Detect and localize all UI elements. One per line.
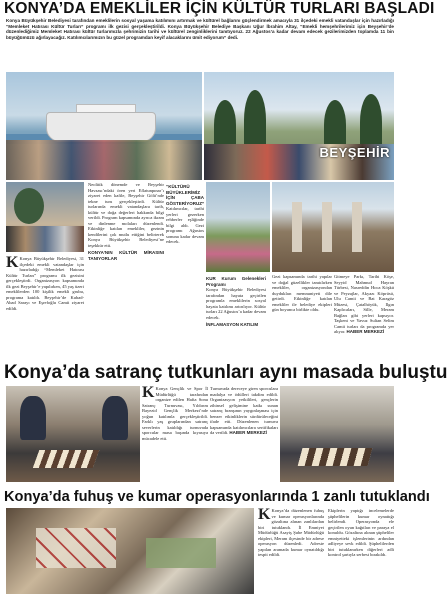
article1-column-5 [272,274,332,360]
article1-subheading-1: KONYA’NIN KÜLTÜR MİRASINI TANIYORLAR [88,250,164,261]
article3-column-1-text: Konya’da düzenlenen fuhuş ve kumar operasyonlarında gözaltına alınan zanlılardan biri tutuklandı. İl Emniyet Müdürlüğü Asayiş Şube Müdürlüğü ekipleri, Meram ilçesinde bir adrese operasyon düzenledi. Adreste yapılan aramada kumar oynatıldığı tespit edildi. [258,508,324,557]
article1-subheading-4: İNFLAMASYON KATILIM [206,322,259,327]
article3-headline: Konya’da fuhuş ve kumar operasyonlarında 1 zanlı tutuklandı [4,489,430,505]
article1-column-5-text: Gezi kapsamında tarihi yapılar ve doğal güzellikler tanıtılırken emekliler, organizasyondan duydukları memnuniyeti dile getirdi. Etkinliğe katılan emekliler ile belediye ekipleri gün boyunca birlikte oldu. [272,274,332,312]
article2-signature: HABER MERKEZİ [229,430,267,435]
article1-signature: HABER MERKEZİ [346,329,385,334]
mosque-visit-photo [272,182,394,272]
article1-column-2 [88,182,164,360]
article2-column-1: K Konya Gençlik ve Spor İl Müdürlüğü tarafından organize edilen Hafta Sonu Satranç Turnuvası, Yıldırım Bayezid Gençlik Merkezi’nde yoğun katılımla gerçekleştirildi. Farklı yaş gruplarından satranç severlerin katıldığı turnuvada sporcular masa başında kıyasıya mücadele etti. [142,384,208,441]
seized-items-photo [6,508,254,594]
article1-subheading-2: “KÜLTÜRÜ BÜYÜKLERİMİZ İÇİN ÇABA GÖSTERİYORUZ” [166,184,205,206]
article1-column-3 [166,182,204,360]
article1-column-6 [334,274,394,360]
article2-column-2 [210,386,278,482]
article1-headline: KONYA’DA EMEKLİLER İÇİN KÜLTÜR TURLARI BAŞLADI [4,0,435,17]
article1-column-2-text: Neolitik dönemde ve Beyşehir Havzası’ndaki ören yeri Eflatunpınar’ı ziyaret eden kafile, Beyşehir Gölü’nde tekne turu gerçekleştirdi. Kültür turlarında emekli vatandaşlara tarih, kültür ve doğa değerleri hakkında bilgi verildi. Program kapsamında ayrıca ikram ve dinlenme molaları düzenlendi. Etkinliğe katılan emekliler, gezinin kendilerini çok mutlu ettiğini belirterek Konya Büyükşehir Belediyesi’ne teşekkür etti. [88,182,164,248]
article3-column-2 [328,508,394,594]
article1-column-6-text: Gitmeye Parkı, Tarihi Köşe, Seyyid Mahmud Hayran Türbesi, Nasreddin Hoca Köşkü ve Peyzajlar, Akyazı Köprüsü, Ulu Camii ve Bat Karagöz Müzesi, Çatalhöyük, Ilgın Kaplıcaları, Sille, Meram Bağları gibi yerleri kapsıyor. Taşkent ve Yavuz Sultan Selim Camii turları da programda yer alıyor. [334,274,394,334]
chess-players-photo [6,386,140,482]
article3-column-1: K Konya’da düzenlenen fuhuş ve kumar operasyonlarında gözaltına alınan zanlılardan biri tutuklandı. İl Emniyet Müdürlüğü Asayiş Şube Müdürlüğü ekipleri, Meram ilçesinde bir adrese operasyon düzenledi. Adreste yapılan aramada kumar oynatıldığı tespit edildi. [258,506,324,557]
article3-column-2-text: Ekiplerin yaptığı incelemelerde şüphelilerin kumar oynattığı belirlendi. Operasyonda ele geçirilen oyun kağıtları ve paraya el konuldu. Gözaltına alınan şüpheliler emniyetteki işlemlerinin ardından adliyeye sevk edildi. Şüphelilerden biri tutuklanırken diğerleri adli kontrol şartıyla serbest bırakıldı. [328,508,394,557]
article1-column-4-text: Konya Büyükşehir Belediyesi tarafından hayata geçirilen programla emeklilerin sosyal hayata katılımı artırılıyor. Kültür turları 22 Ağustos’a kadar devam edecek. [206,287,266,320]
article1-column-4 [206,274,266,360]
article2-column-2-text: Turnuvada dereceye giren sporculara madalya ve ödülleri takdim edildi. Organizasyon yetkilileri, gençlerin zihinsel gelişimine katkı sunan satranç branşının yaygınlaşması için benzer etkinliklerin sürdürüleceğini ifade etti. Düzenlenen turnuva kapsamında katılımcılara sertifikaları da verildi. [210,386,278,435]
article1-subheading-3: KUR Kurum Gelenekleri Programı [206,276,266,287]
article1-lead: Konya Büyükşehir Belediyesi tarafından emeklilerin sosyal yaşama katılımını artırmak ve kültürel bağlarını güçlendirmek amacıyla 31 ilçedeki emekli vatandaşlar için hazırladığı “Memleket Hatırası Kültür Turları” programı ilk gezisi gerçekleştirildi. Konya Büyükşehir Belediye Başkanı Uğur İbrahim Altay, “Emekli hemşehrilerimiz için Beyşehir’de düzenlediğimiz Memleket Hatırası kültür turlarımızla şehrimizin tarihi ve kültürel zenginliklerini tanıtıyoruz. 22 Ağustos’a kadar devam edecek gezilerimizden toplamda 11 bin büyüğümüzü ağırlayacağız. Katılımcılarımızın bu güzel programdan keyif alacaklarını ümit ediyorum” dedi. [6,18,394,40]
lake-boat-photo [6,72,202,180]
group-photo [204,72,394,180]
article1-column-1-text: Konya Büyükşehir Belediyesi, 31 ilçedeki emekli vatandaşlar için hazırladığı “Memleket Hatırası Kültür Turları” programı ilk gezisini gerçekleştirdi. Organizasyon kapsamında ilk gezi Beyşehir’e yapılırken, 45 yaş üzeri emeklilerden 100 kişilik emekli grubu, programa katıldı. Beyşehir’de Kubad-Abad Sarayı ve Eşrefoğlu Camii ziyaret edildi. [6,256,84,311]
article2-column-1-text: Konya Gençlik ve Spor İl Müdürlüğü tarafından organize edilen Hafta Sonu Satranç Turnuvası, Yıldırım Bayezid Gençlik Merkezi’nde yoğun katılımla gerçekleştirildi. Farklı yaş gruplarından satranç severlerin katıldığı turnuvada sporcular masa başında kıyasıya mücadele etti. [142,386,208,441]
park-photo [206,182,270,272]
photo-banner: BEYŞEHİR [319,145,390,160]
article1-column-1: K Konya Büyükşehir Belediyesi, 31 ilçedeki emekli vatandaşlar için hazırladığı “Memleket Hatırası Kültür Turları” programı ilk gezisini gerçekleştirdi. Organizasyon kapsamında ilk gezi Beyşehir’e yapılırken, 45 yaş üzeri emeklilerden 100 kişilik emekli grubu, programa katıldı. Beyşehir’de Kubad-Abad Sarayı ve Eşrefoğlu Camii ziyaret edildi. [6,254,84,311]
article2-headline: Konya’da satranç tutkunları aynı masada buluştu [4,362,447,383]
article1-column-3-text: Katılımcılar, tarihi yerleri gezerken rehberler eşliğinde bilgi aldı. Gezi programı Ağustos sonuna kadar devam edecek. [166,206,204,244]
visitors-photo [6,182,84,252]
chess-tournament-photo [280,386,394,482]
